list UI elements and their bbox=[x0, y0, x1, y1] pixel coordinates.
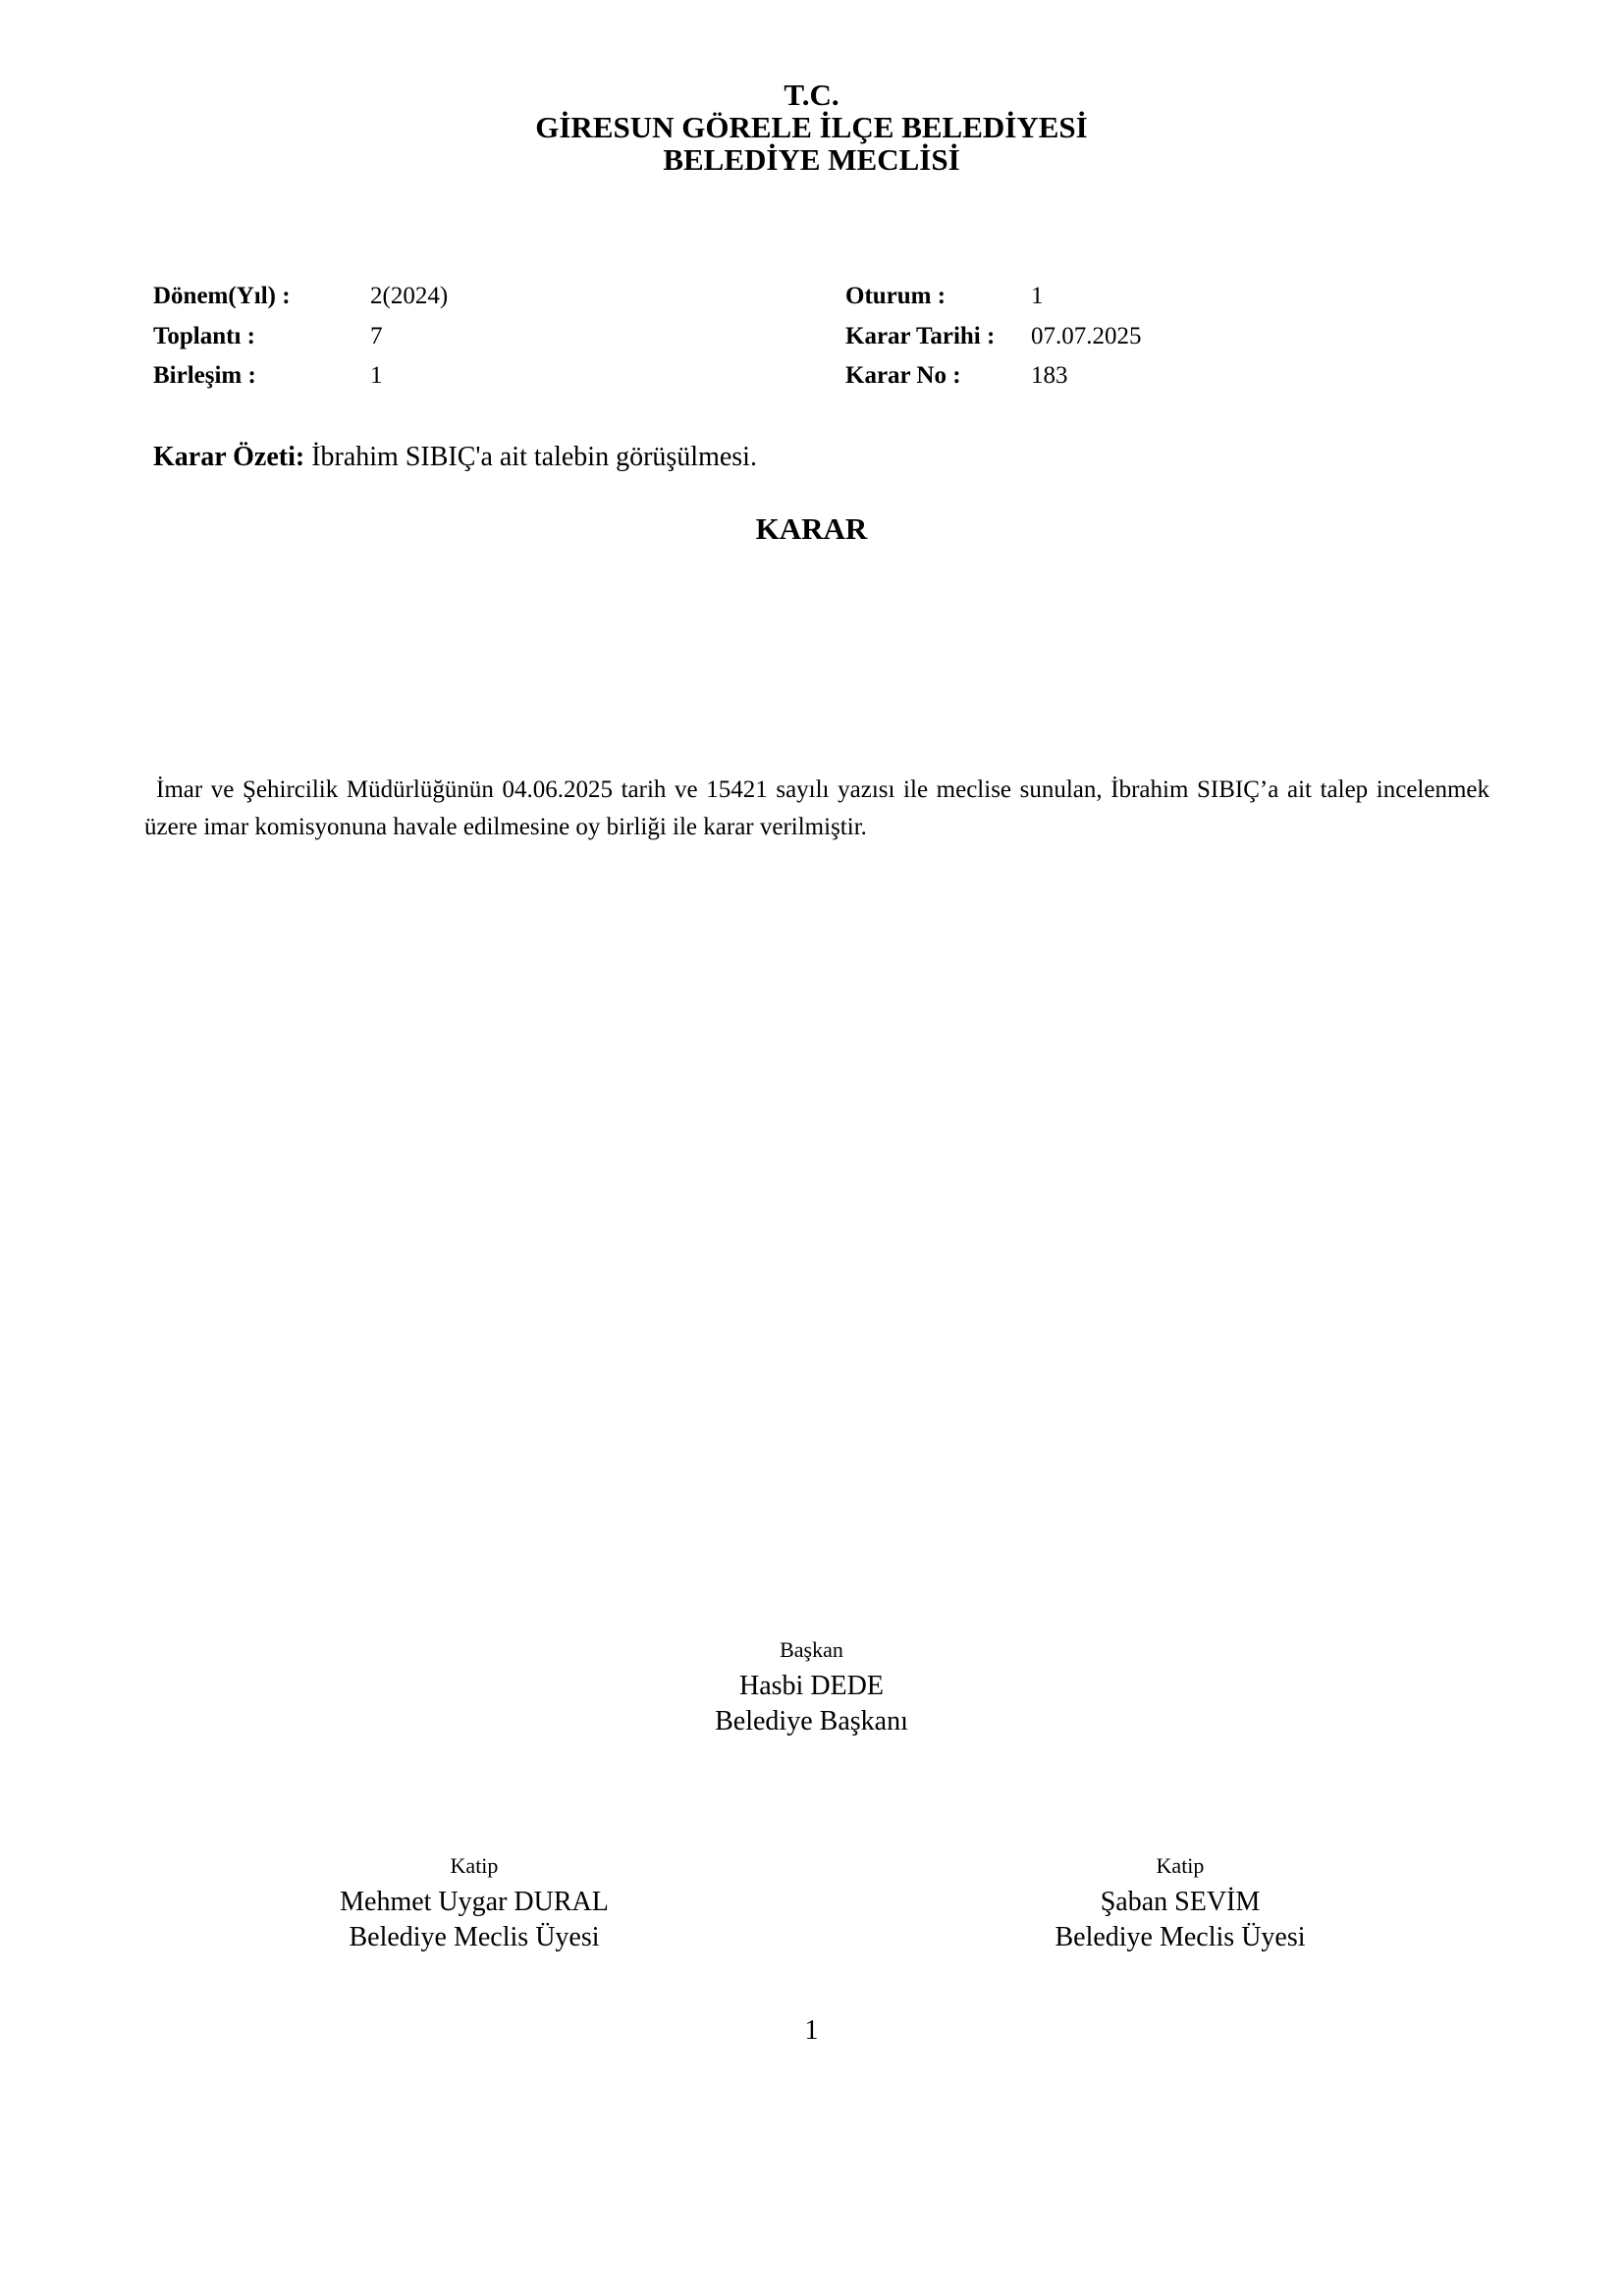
letterhead-municipality: GİRESUN GÖRELE İLÇE BELEDİYESİ bbox=[535, 110, 1088, 144]
meta-label-karar-no: Karar No : bbox=[845, 362, 961, 389]
signature-clerk-right-name: Şaban SEVİM bbox=[1100, 1887, 1261, 1917]
meta-label-birlesim: Birleşim : bbox=[153, 362, 256, 389]
meta-label-toplanti: Toplantı : bbox=[153, 322, 255, 349]
meta-row-donem bbox=[153, 277, 448, 317]
meta-row-oturum bbox=[845, 277, 1142, 317]
signature-clerk-right-role: Katip bbox=[1156, 1853, 1205, 1878]
signature-clerk-right bbox=[935, 1853, 1426, 1955]
meta-row-toplanti bbox=[153, 317, 448, 357]
meta-value-oturum: 1 bbox=[1031, 283, 1044, 309]
meta-label-donem: Dönem(Yıl) : bbox=[153, 283, 291, 309]
meta-column-right bbox=[845, 277, 1142, 397]
meta-row-karar-no bbox=[845, 356, 1142, 397]
meta-row-birlesim bbox=[153, 356, 448, 397]
meta-value-karar-no: 183 bbox=[1031, 362, 1068, 389]
signature-clerk-left-name: Mehmet Uygar DURAL bbox=[340, 1887, 609, 1917]
decision-body-paragraph: İmar ve Şehircilik Müdürlüğünün 04.06.2025 tarih ve 15421 sayılı yazısı ile meclise sunulan, İbrahim SIBIÇ’a ait talep incelenmek üzere imar komisyonuna havale edilmesine oy birliği ile karar verilmiştir. bbox=[144, 776, 1489, 840]
signature-president-name: Hasbi DEDE bbox=[739, 1671, 884, 1701]
signature-clerk-left-role: Katip bbox=[450, 1853, 499, 1878]
meta-column-left bbox=[153, 277, 448, 397]
signature-president-role: Başkan bbox=[780, 1637, 843, 1662]
decision-heading: KARAR bbox=[755, 511, 868, 546]
meta-row-karar-tarihi bbox=[845, 317, 1142, 357]
meta-label-karar-tarihi: Karar Tarihi : bbox=[845, 322, 996, 349]
signature-president bbox=[0, 1637, 1623, 1739]
meta-value-birlesim: 1 bbox=[370, 362, 383, 389]
decision-summary-text: İbrahim SIBIÇ'a ait talebin görüşülmesi. bbox=[311, 442, 757, 472]
signature-president-title: Belediye Başkanı bbox=[715, 1706, 908, 1736]
document-letterhead bbox=[0, 79, 1623, 176]
signature-clerk-left-title: Belediye Meclis Üyesi bbox=[349, 1922, 600, 1952]
decision-summary bbox=[153, 441, 1488, 474]
page-number: 1 bbox=[804, 2015, 819, 2046]
decision-summary-label: Karar Özeti: bbox=[153, 442, 305, 472]
signature-clerk-left bbox=[229, 1853, 720, 1955]
letterhead-council: BELEDİYE MECLİSİ bbox=[663, 142, 960, 177]
meta-label-oturum: Oturum : bbox=[845, 283, 947, 309]
letterhead-republic: T.C. bbox=[784, 78, 839, 112]
meta-value-karar-tarihi: 07.07.2025 bbox=[1031, 322, 1142, 349]
signature-clerk-right-title: Belediye Meclis Üyesi bbox=[1055, 1922, 1306, 1952]
meta-value-toplanti: 7 bbox=[370, 322, 383, 349]
meta-value-donem: 2(2024) bbox=[370, 283, 449, 309]
